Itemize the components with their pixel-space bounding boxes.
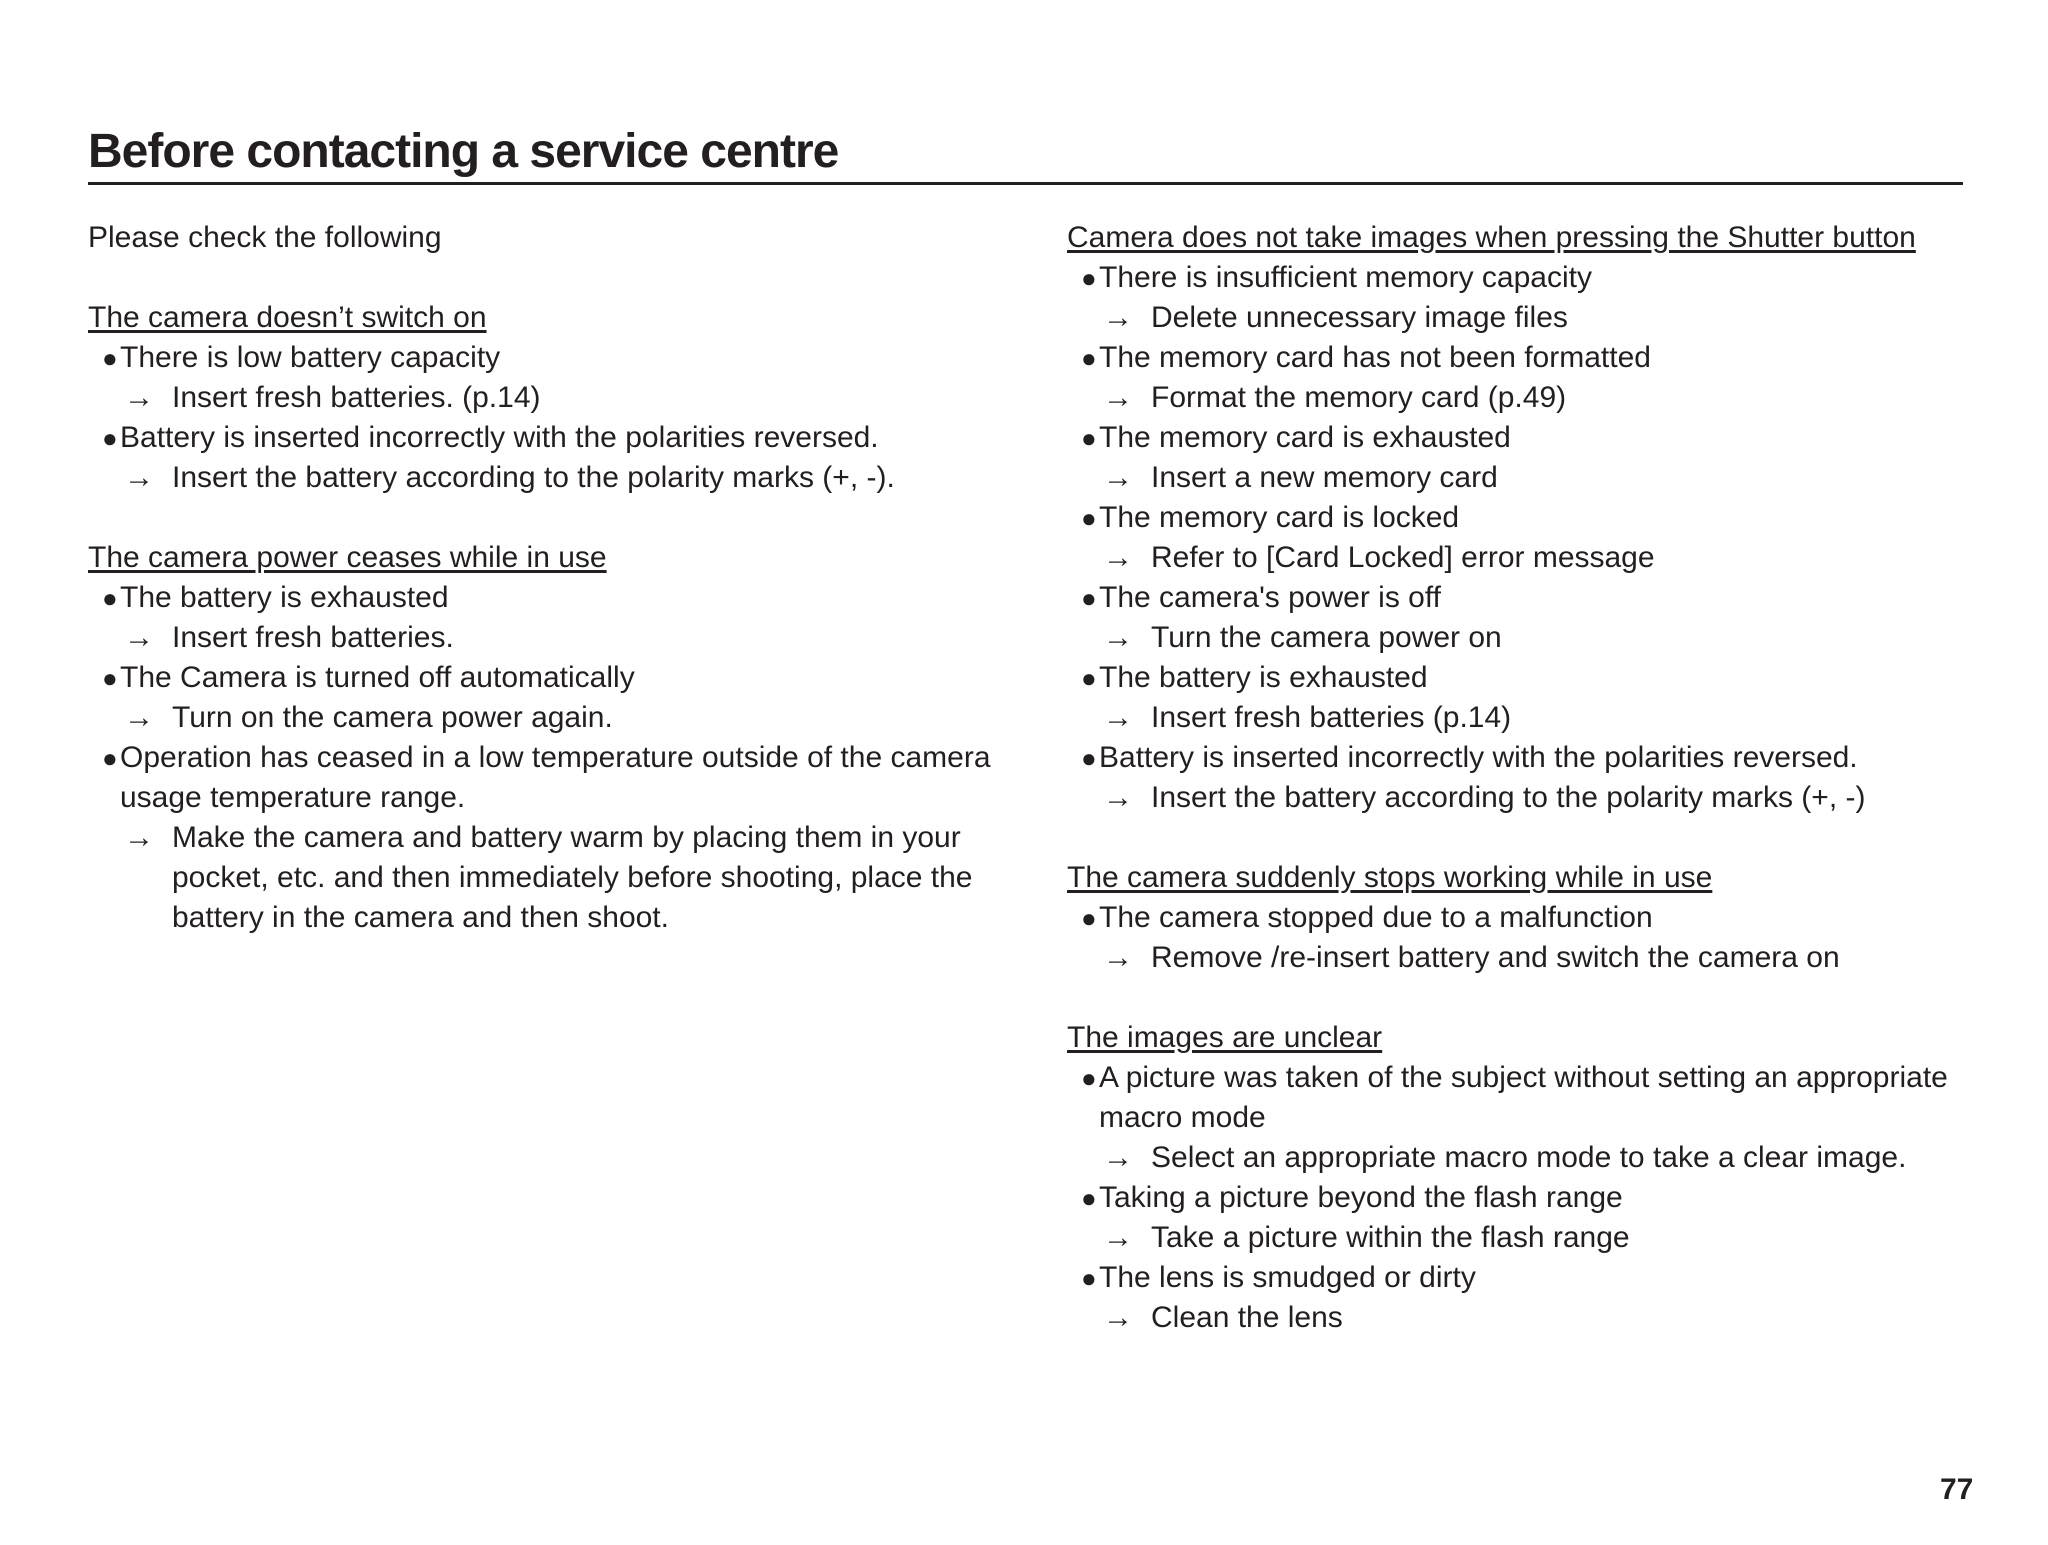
remedy-item	[1067, 298, 1967, 338]
cause-text: The memory card has not been formatted	[1099, 341, 1651, 374]
remedy-item	[88, 818, 1018, 938]
bullet-icon: ●	[1081, 743, 1097, 773]
cause-item	[88, 658, 1018, 698]
bullet-icon: ●	[102, 423, 118, 453]
arrow-right-icon: →	[1103, 301, 1133, 334]
remedy-text: Turn on the camera power again.	[172, 701, 613, 734]
cause-text: The camera stopped due to a malfunction	[1099, 901, 1653, 934]
cause-text: The battery is exhausted	[1099, 661, 1428, 694]
remedy-item	[88, 378, 1018, 418]
left-column	[88, 218, 1018, 978]
remedy-text: Insert fresh batteries. (p.14)	[172, 381, 541, 414]
arrow-right-icon: →	[1103, 621, 1133, 654]
remedy-item	[88, 458, 1018, 498]
remedy-text: Remove /re-insert battery and switch the camera on	[1151, 941, 1840, 974]
remedy-item	[1067, 618, 1967, 658]
bullet-icon: ●	[1081, 663, 1097, 693]
cause-item	[1067, 498, 1967, 538]
cause-item	[88, 738, 1018, 818]
cause-item	[1067, 578, 1967, 618]
remedy-item	[1067, 1138, 1967, 1178]
bullet-icon: ●	[1081, 1183, 1097, 1213]
remedy-item	[1067, 698, 1967, 738]
remedy-text: Clean the lens	[1151, 1301, 1343, 1334]
page-title: Before contacting a service centre	[88, 124, 1963, 185]
arrow-right-icon: →	[1103, 1301, 1133, 1334]
arrow-right-icon: →	[124, 701, 154, 734]
arrow-right-icon: →	[1103, 541, 1133, 574]
remedy-item	[1067, 1298, 1967, 1338]
section-heading: The camera suddenly stops working while in use	[1067, 861, 1713, 894]
cause-text: The battery is exhausted	[120, 581, 449, 614]
bullet-icon: ●	[1081, 1063, 1097, 1093]
bullet-icon: ●	[102, 343, 118, 373]
troubleshooting-section	[1067, 218, 1967, 818]
cause-item	[1067, 898, 1967, 938]
remedy-text: Select an appropriate macro mode to take a clear image.	[1151, 1141, 1907, 1174]
bullet-icon: ●	[102, 663, 118, 693]
arrow-right-icon: →	[1103, 1221, 1133, 1254]
cause-item	[1067, 258, 1967, 298]
cause-text: Operation has ceased in a low temperature outside of the camera usage temperature range.	[120, 741, 991, 814]
arrow-right-icon: →	[1103, 381, 1133, 414]
page-number: 77	[1940, 1473, 1974, 1506]
intro-text: Please check the following	[88, 221, 442, 254]
troubleshooting-section	[1067, 1018, 1967, 1338]
arrow-right-icon: →	[1103, 1141, 1133, 1174]
right-sections	[1067, 218, 1967, 1338]
cause-item	[1067, 658, 1967, 698]
arrow-right-icon: →	[124, 461, 154, 494]
cause-text: The camera's power is off	[1099, 581, 1441, 614]
remedy-text: Format the memory card (p.49)	[1151, 381, 1567, 414]
arrow-right-icon: →	[124, 381, 154, 414]
bullet-icon: ●	[1081, 903, 1097, 933]
cause-item	[1067, 418, 1967, 458]
arrow-right-icon: →	[1103, 701, 1133, 734]
bullet-icon: ●	[1081, 263, 1097, 293]
remedy-text: Make the camera and battery warm by placing them in your pocket, etc. and then immediately before shooting, place the battery in the camera and then shoot.	[172, 821, 973, 934]
cause-text: There is insufficient memory capacity	[1099, 261, 1592, 294]
cause-text: There is low battery capacity	[120, 341, 501, 374]
remedy-text: Insert the battery according to the polarity marks (+, -).	[172, 461, 895, 494]
remedy-item	[1067, 378, 1967, 418]
section-heading: Camera does not take images when pressing the Shutter button	[1067, 221, 1916, 254]
cause-text: The Camera is turned off automatically	[120, 661, 635, 694]
section-heading: The camera doesn’t switch on	[88, 301, 487, 334]
arrow-right-icon: →	[1103, 781, 1133, 814]
cause-item	[1067, 1258, 1967, 1298]
bullet-icon: ●	[102, 583, 118, 613]
arrow-right-icon: →	[1103, 941, 1133, 974]
cause-item	[1067, 738, 1967, 778]
section-heading: The images are unclear	[1067, 1021, 1383, 1054]
bullet-icon: ●	[102, 743, 118, 773]
cause-item	[1067, 1178, 1967, 1218]
remedy-text: Insert fresh batteries.	[172, 621, 454, 654]
remedy-item	[88, 698, 1018, 738]
troubleshooting-section	[1067, 858, 1967, 978]
arrow-right-icon: →	[124, 621, 154, 654]
remedy-item	[1067, 538, 1967, 578]
remedy-item	[1067, 458, 1967, 498]
remedy-text: Take a picture within the flash range	[1151, 1221, 1630, 1254]
cause-text: Taking a picture beyond the flash range	[1099, 1181, 1623, 1214]
cause-item	[88, 578, 1018, 618]
remedy-item	[1067, 1218, 1967, 1258]
cause-text: The memory card is locked	[1099, 501, 1460, 534]
bullet-icon: ●	[1081, 423, 1097, 453]
bullet-icon: ●	[1081, 343, 1097, 373]
section-heading: The camera power ceases while in use	[88, 541, 607, 574]
remedy-item	[1067, 938, 1967, 978]
remedy-item	[88, 618, 1018, 658]
troubleshooting-section	[88, 538, 1018, 938]
remedy-text: Insert a new memory card	[1151, 461, 1498, 494]
remedy-text: Refer to [Card Locked] error message	[1151, 541, 1655, 574]
remedy-text: Insert fresh batteries (p.14)	[1151, 701, 1512, 734]
cause-text: The memory card is exhausted	[1099, 421, 1511, 454]
left-sections	[88, 298, 1018, 938]
cause-text: The lens is smudged or dirty	[1099, 1261, 1476, 1294]
cause-item	[1067, 1058, 1967, 1138]
remedy-item	[1067, 778, 1967, 818]
cause-text: Battery is inserted incorrectly with the polarities reversed.	[120, 421, 879, 454]
cause-item	[88, 418, 1018, 458]
arrow-right-icon: →	[1103, 461, 1133, 494]
bullet-icon: ●	[1081, 583, 1097, 613]
cause-item	[88, 338, 1018, 378]
troubleshooting-section	[88, 298, 1018, 498]
cause-item	[1067, 338, 1967, 378]
remedy-text: Delete unnecessary image files	[1151, 301, 1568, 334]
remedy-text: Insert the battery according to the polarity marks (+, -)	[1151, 781, 1866, 814]
cause-text: A picture was taken of the subject without setting an appropriate macro mode	[1099, 1061, 1948, 1134]
bullet-icon: ●	[1081, 503, 1097, 533]
remedy-text: Turn the camera power on	[1151, 621, 1502, 654]
bullet-icon: ●	[1081, 1263, 1097, 1293]
right-column	[1067, 218, 1967, 1378]
arrow-right-icon: →	[124, 821, 154, 854]
cause-text: Battery is inserted incorrectly with the polarities reversed.	[1099, 741, 1858, 774]
